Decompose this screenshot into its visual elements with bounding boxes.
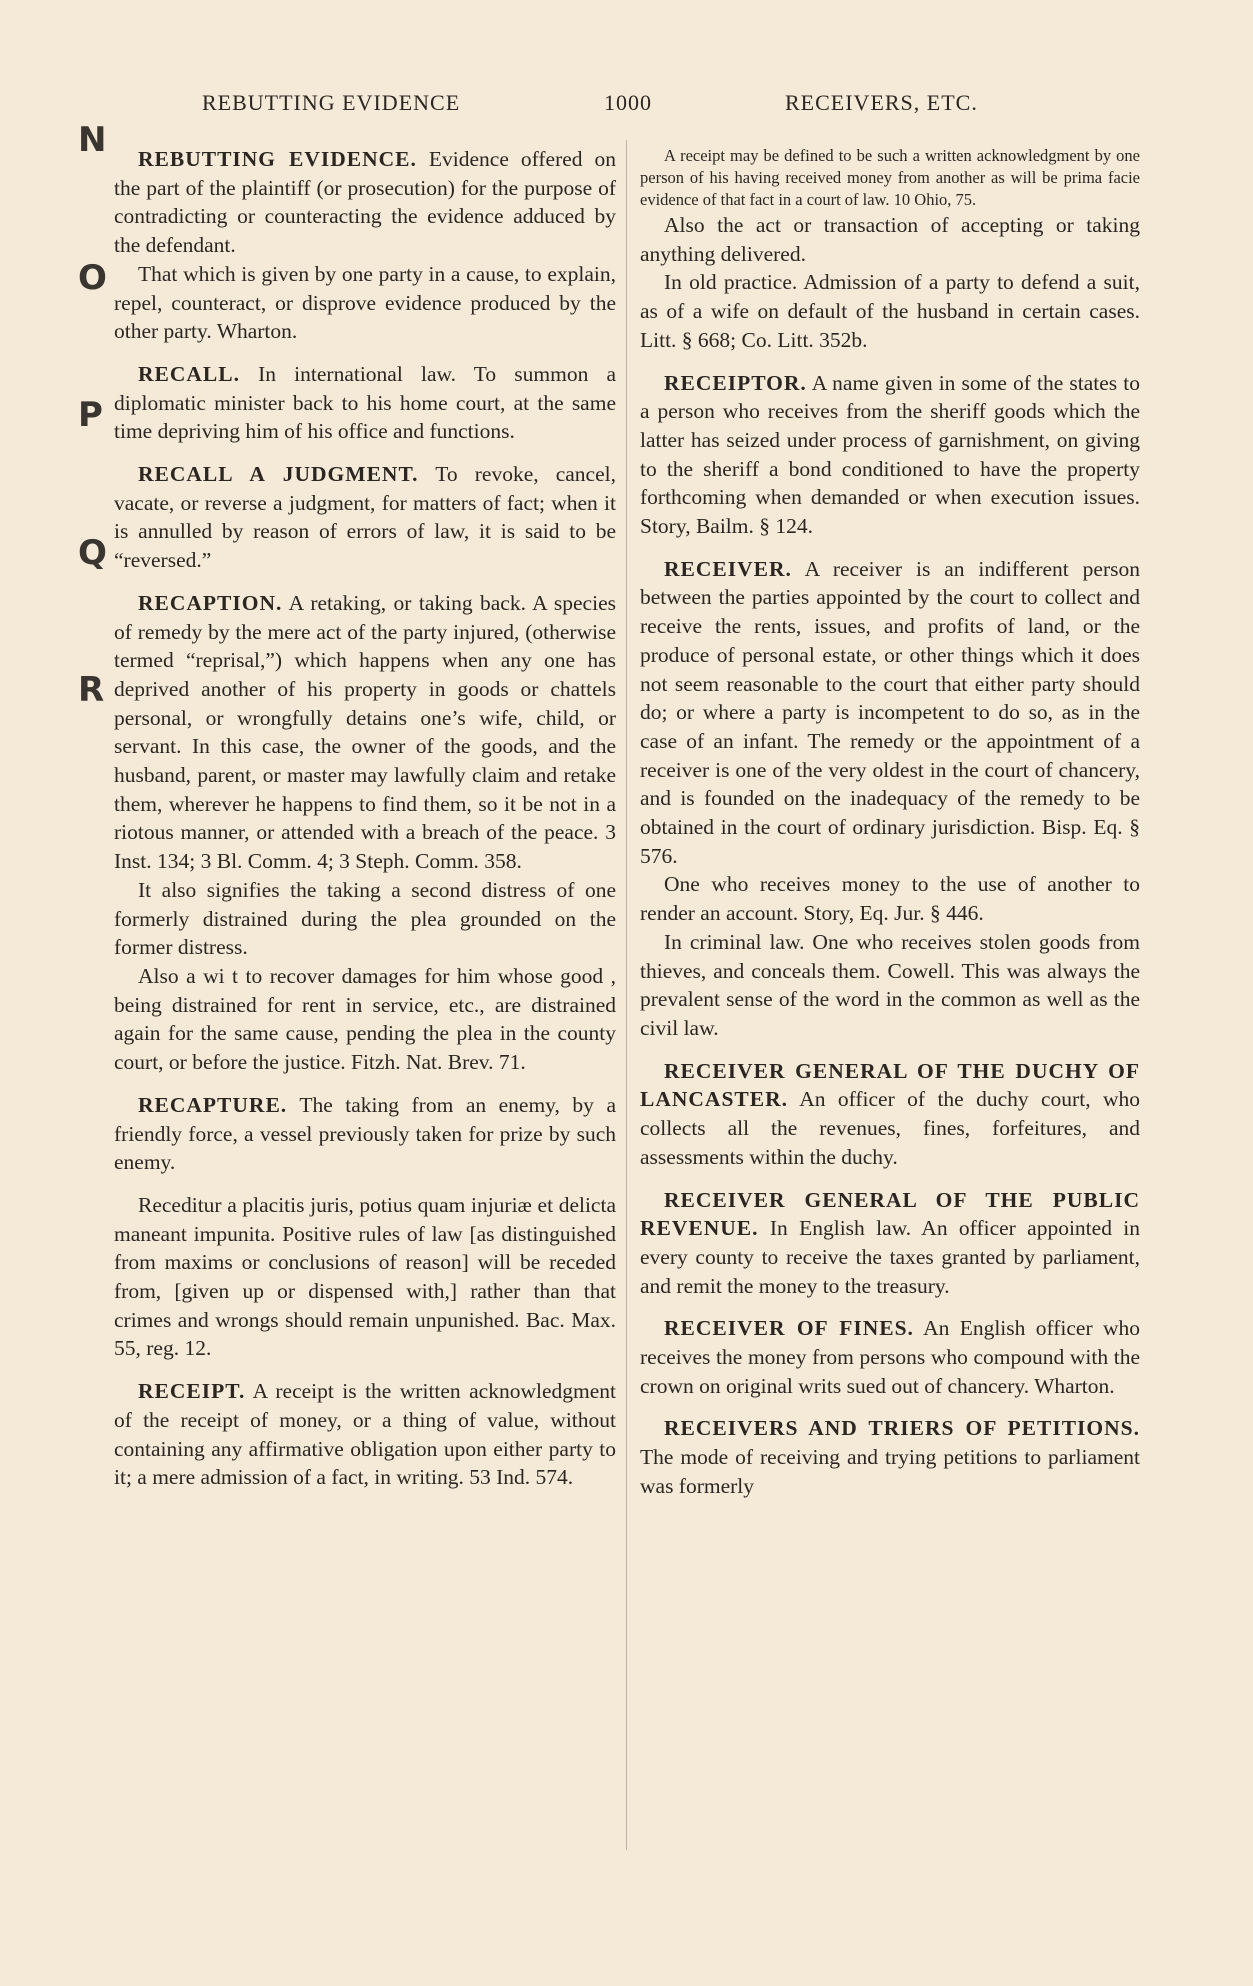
- headword: RECEIVER.: [664, 556, 792, 581]
- entry-receivers-and-triers: [640, 1414, 1140, 1500]
- definition-text: In international law. To summon a diplomatic minister back to his home court, at the same time depriving him of his office and functions.: [114, 361, 617, 444]
- entry-receipt-continued: [640, 145, 1140, 355]
- entry-receiver-of-fines: [640, 1314, 1140, 1400]
- definition-text: In criminal law. One who receives stolen goods from thieves, and conceals them. Cowell. This was always the prevalent sense of the word in the common as well as the civil law.: [640, 929, 1140, 1040]
- thumb-index-letter: P: [78, 395, 103, 435]
- entry-recapture: [114, 1091, 616, 1177]
- definition-text: Receditur a placitis juris, potius quam injuriæ et delicta maneant impunita. Positive rules of law [as distinguished from maxims or conclusions of reason] will be receded from, [given up or dispensed with,] rather than that crimes and wrongs should remain unpunished. Bac. Max. 55, reg. 12.: [114, 1192, 616, 1361]
- running-head: [0, 90, 1253, 118]
- definition-text: A name given in some of the states to a person who receives from the sheriff goods which the latter has seized under process of garnishment, on giving to the sheriff a bond conditioned to have the property forthcoming when demanded or when execution issues. Story, Bailm. § 124.: [640, 370, 1140, 539]
- quotation-text: A receipt may be defined to be such a written acknowledgment by one person of his having received money from another as will be prima facie evidence of that fact in a court of law. 10 Ohio, 75.: [640, 146, 1140, 209]
- definition-text: Evidence offered on the part of the plaintiff (or prosecution) for the purpose of contradicting or counteracting the evidence adduced by the defendant.: [114, 147, 616, 258]
- entry-receiver: [640, 555, 1140, 1043]
- definition-text: An officer of the duchy court, who collects all the revenues, fines, forfeitures, and assessments within the duchy.: [640, 1087, 1140, 1169]
- entry-recall: [114, 360, 616, 446]
- entry-maxim: [114, 1191, 616, 1363]
- definition-text: The mode of receiving and trying petitions to parliament was formerly: [640, 1445, 1140, 1498]
- page-number: 1000: [604, 90, 652, 115]
- definition-text: It also signifies the taking a second distress of one formerly distrained during the plea grounded on the former distress.: [114, 877, 616, 960]
- column-divider: [626, 140, 627, 1850]
- definition-text: To revoke, cancel, vacate, or reverse a judgment, for matters of fact; when it is annulled by reason of errors of law, it is said to be “reversed.”: [114, 462, 616, 573]
- definition-text: That which is given by one party in a cause, to explain, repel, counteract, or disprove evidence produced by the other party. Wharton.: [114, 261, 616, 344]
- definition-text: In English law. An officer appointed in every county to receive the taxes granted by parliament, and remit the money to the treasury.: [640, 1216, 1141, 1298]
- entry-receiptor: [640, 369, 1140, 541]
- definition-text: One who receives money to the use of another to render an account. Story, Eq. Jur. § 446.: [640, 872, 1140, 926]
- entry-receiver-general-revenue: [640, 1186, 1140, 1301]
- entry-recall-a-judgment: [114, 460, 616, 575]
- headword: RECEIVER GENERAL OF THE PUBLIC REVENUE.: [640, 1187, 1140, 1241]
- definition-text: A retaking, or taking back. A species of remedy by the mere act of the party injured, (otherwise termed “reprisal,”) which happens when any one has deprived another of his property in goods or chattels personal, or wrongfully detains one’s wife, child, or servant. In this case, the owner of the goods, and the husband, parent, or master may lawfully claim and retake them, wherever he happens to find them, so it be not in a riotous manner, or attended with a breach of the peace. 3 Inst. 134; 3 Bl. Comm. 4; 3 Steph. Comm. 358.: [114, 590, 616, 874]
- headword: REBUTTING EVIDENCE.: [138, 147, 417, 171]
- definition-text: Also the act or transaction of accepting or taking anything delivered.: [640, 213, 1140, 266]
- headword: RECAPTURE.: [138, 1092, 288, 1117]
- headword: RECAPTION.: [138, 590, 283, 615]
- definition-text: A receiver is an indifferent person between the parties appointed by the court to collect and receive the rents, issues, and profits of land, or the produce of personal estate, or other things which it does not seem reasonable to the court that either party should do; or where a party is incompetent to do so, as in the case of an infant. The remedy or the appointment of a receiver is one of the very oldest in the court of chancery, and is founded on the inadequacy of the remedy to be obtained in the court of ordinary jurisdiction. Bisp. Eq. § 576.: [640, 556, 1140, 868]
- definition-text: In old practice. Admission of a party to defend a suit, as of a wife on default of the husband in certain cases. Litt. § 668; Co. Litt. 352b.: [640, 270, 1140, 352]
- headword: RECEIVERS AND TRIERS OF PETITIONS.: [664, 1416, 1140, 1441]
- thumb-index-letter: Q: [78, 533, 107, 573]
- thumb-index-letter: O: [78, 258, 107, 298]
- headword: RECEIPT.: [138, 1379, 246, 1404]
- entry-receipt: [114, 1377, 616, 1492]
- definition-text: Also a wi t to recover damages for him whose good , being distrained for rent in service, etc., are distrained again for the same cause, pending the plea in the county court, or before the justice. Fitzh. Nat. Brev. 71.: [114, 963, 616, 1075]
- entry-rebutting-evidence: [114, 145, 616, 346]
- headword: RECEIVER GENERAL OF THE DUCHY OF LANCASTER.: [640, 1058, 1140, 1112]
- thumb-index-letter: N: [78, 120, 107, 160]
- definition-text: The taking from an enemy, by a friendly force, a vessel previously taken for prize by such enemy.: [114, 1092, 616, 1175]
- definition-text: A receipt is the written acknowledgment of the receipt of money, or a thing of value, without containing any affirmative obligation upon either party to it; a mere admission of a fact, in writing. 53 Ind. 574.: [114, 1379, 616, 1490]
- left-column: [114, 145, 616, 1506]
- thumb-index-letter: R: [78, 670, 105, 710]
- entry-receiver-general-duchy: [640, 1057, 1140, 1172]
- headword: RECEIVER OF FINES.: [664, 1316, 914, 1341]
- headword: RECALL A JUDGMENT.: [138, 462, 419, 487]
- headword: RECALL.: [138, 361, 240, 386]
- definition-text: An English officer who receives the money from persons who compound with the crown on original writs sued out of chancery. Wharton.: [640, 1316, 1140, 1398]
- running-head-left: REBUTTING EVIDENCE: [202, 90, 461, 115]
- headword: RECEIPTOR.: [664, 370, 807, 395]
- right-column: [640, 145, 1140, 1515]
- entry-recaption: [114, 589, 616, 1077]
- running-head-right: RECEIVERS, ETC.: [785, 90, 978, 115]
